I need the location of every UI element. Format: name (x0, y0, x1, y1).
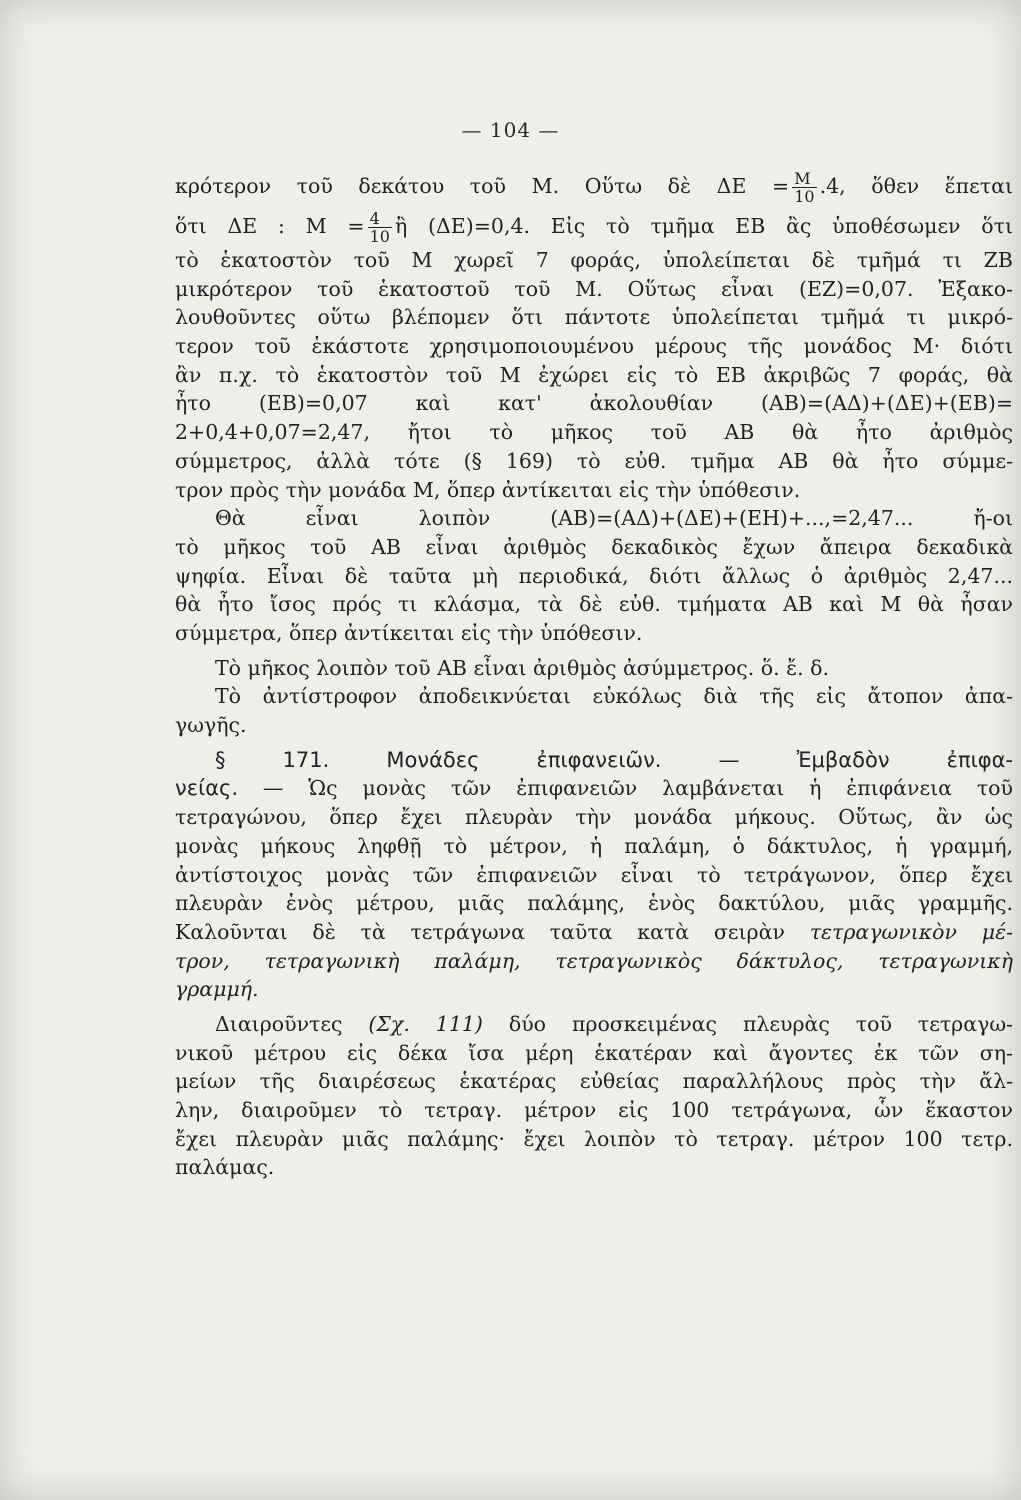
text-line: Τὸ μῆκος λοιπὸν τοῦ ΑΒ εἶναι ἀριθμὸς ἀσύμμετρος. ὅ. ἔ. δ. (215, 655, 830, 680)
equation-line-1 (175, 166, 1013, 206)
text-line: γωγῆς. (175, 713, 247, 738)
text-line (175, 774, 1013, 803)
text-line: ψηφία. Εἶναι δὲ ταῦτα μὴ περιοδικά, διότι ἄλλως ὁ ἀριθμὸς 2,47... (175, 563, 1013, 588)
text-line: ἀντίστοιχος μονὰς τῶν ἐπιφανειῶν εἶναι τὸ τετράγωνον, ὅπερ ἔχει (175, 862, 1013, 887)
text-run: δύο προσκειμένας πλευρὰς τοῦ τετραγω- (508, 1011, 1013, 1036)
text-line: σύμμετρος, ἀλλὰ τότε (§ 169) τὸ εὐθ. τμῆμα ΑΒ θὰ ἦτο σύμμε- (175, 448, 1013, 473)
text-run: — Ὡς μονὰς τῶν ἐπιφανειῶν λαμβάνεται ἡ ἐπιφάνεια τοῦ (262, 776, 1013, 801)
text-line: λην, διαιροῦμεν τὸ τετραγ. μέτρον εἰς 100 τετράγωνα, ὧν ἕκαστον (175, 1098, 1013, 1123)
text-line: τρον πρὸς τὴν μονάδα Μ, ὅπερ ἀντίκειται εἰς τὴν ὑπόθεσιν. (175, 477, 801, 502)
fraction (792, 170, 816, 205)
paragraph-subdivision (175, 1010, 1013, 1182)
paragraph-proof (175, 246, 1013, 504)
fraction-numerator: Μ (792, 170, 816, 188)
italic-term-line: γραμμή. (175, 977, 259, 1002)
section-heading-end: νείας. (175, 776, 239, 801)
text-line: τετραγώνου, ὅπερ ἔχει πλευρὰν τὴν μονάδα μήκους. Οὕτως, ἂν ὡς (175, 805, 1013, 830)
text-line (175, 918, 1013, 947)
text-line: σύμμετρα, ὅπερ ἀντίκειται εἰς τὴν ὑπόθεσιν. (175, 620, 643, 645)
text-line: Θὰ εἶναι λοιπὸν (ΑΒ)=(ΑΔ)+(ΔΕ)+(ΕΗ)+...,=2,47... ἤ-οι (215, 506, 1013, 531)
fraction-denominator: 10 (794, 187, 815, 206)
text-run: Διαιροῦντες (215, 1011, 343, 1036)
paragraph-converse (175, 682, 1013, 739)
text-line: τὸ μῆκος τοῦ ΑΒ εἶναι ἀριθμὸς δεκαδικὸς ἔχων ἄπειρα δεκαδικὰ (175, 534, 1013, 559)
italic-term-line: τρον, τετραγωνικὴ παλάμη, τετραγωνικὸς δάκτυλος, τετραγωνικὴ (175, 948, 1013, 973)
text-line: μονὰς μήκους ληφθῇ τὸ μέτρον, ἡ παλάμη, ὁ δάκτυλος, ἡ γραμμή, (175, 833, 1013, 858)
text-line: ἔχει πλευρὰν μιᾶς παλάμης· ἔχει λοιπὸν τὸ τετραγ. μέτρον 100 τετρ. (175, 1126, 1013, 1151)
text-line: λουθοῦντες οὕτω βλέπομεν ὅτι πάντοτε ὑπολείπεται τμῆμά τι μικρό- (175, 305, 1013, 330)
text-line: πλευρὰν ἑνὸς μέτρου, μιᾶς παλάμης, ἑνὸς δακτύλου, μιᾶς γραμμῆς. (175, 891, 1013, 916)
page-number: — 104 — (461, 118, 560, 142)
text-run: ὅτι ΔΕ : Μ = (175, 214, 365, 238)
text-line: νικοῦ μέτρου εἰς δέκα ἴσα μέρη ἑκατέραν καὶ ἄγοντες ἐκ τῶν ση- (175, 1040, 1013, 1065)
text-line (175, 1010, 1013, 1039)
text-line: τερον τοῦ ἑκάστοτε χρησιμοποιουμένου μέρους τῆς μονάδος Μ· διότι (175, 334, 1013, 359)
page-text (175, 166, 1013, 1182)
fraction (368, 210, 392, 245)
text-line: μείων τῆς διαιρέσεως ἑκατέρας εὐθείας παραλλήλους πρὸς τὴν ἄλ- (175, 1069, 1013, 1094)
fraction-denominator: 10 (369, 227, 390, 246)
text-line: τὸ ἑκατοστὸν τοῦ Μ χωρεῖ 7 φοράς, ὑπολείπεται δὲ τμῆμά τι ΖΒ (175, 248, 1013, 272)
text-line: μικρότερον τοῦ ἑκατοστοῦ τοῦ Μ. Οὕτως εἶναι (ΕΖ)=0,07. Ἐξακο- (175, 276, 1013, 301)
text-run: .4, ὅθεν ἕπεται (819, 174, 1013, 198)
text-line: παλάμας. (175, 1155, 275, 1180)
text-line: ἂν π.χ. τὸ ἑκατοστὸν τοῦ Μ ἐχώρει εἰς τὸ ΕΒ ἀκριβῶς 7 φοράς, θὰ (175, 362, 1013, 387)
text-run: κρότερον τοῦ δεκάτου τοῦ Μ. Οὕτω δὲ ΔΕ = (175, 174, 790, 198)
text-line: ἦτο (ΕΒ)=0,07 καὶ κατ' ἀκολουθίαν (ΑΒ)=(ΑΔ)+(ΔΕ)+(ΕΒ)= (175, 391, 1013, 416)
text-line: 2+0,4+0,07=2,47, ἤτοι τὸ μῆκος τοῦ ΑΒ θὰ ἦτο ἀριθμὸς (175, 420, 1013, 445)
text-line: Τὸ ἀντίστροφον ἀποδεικνύεται εὐκόλως διὰ τῆς εἰς ἄτοπον ἀπα- (215, 684, 1013, 709)
paragraph-conclusion (175, 504, 1013, 647)
text-line: θὰ ἦτο ἴσος πρός τι κλάσμα, τὰ δὲ εὐθ. τμήματα ΑΒ καὶ Μ θὰ ἦσαν (175, 592, 1013, 617)
text-run: ἢ (ΔΕ)=0,4. Εἰς τὸ τμῆμα ΕΒ ἂς ὑποθέσωμεν ὅτι (394, 214, 1013, 238)
equation-line-2 (175, 206, 1013, 246)
paragraph-result (175, 654, 1013, 683)
text-run: Καλοῦνται δὲ τὰ τετράγωνα ταῦτα κατὰ σειρὰν (175, 919, 785, 944)
italic-term: τετραγωνικὸν μέ- (809, 919, 1013, 944)
fraction-numerator: 4 (368, 210, 392, 228)
section-171 (175, 746, 1013, 1004)
section-heading: § 171. Μονάδες ἐπιφανειῶν. — Ἐμβαδὸν ἐπιφα- (215, 747, 1013, 772)
figure-reference: (Σχ. 111) (368, 1011, 483, 1036)
